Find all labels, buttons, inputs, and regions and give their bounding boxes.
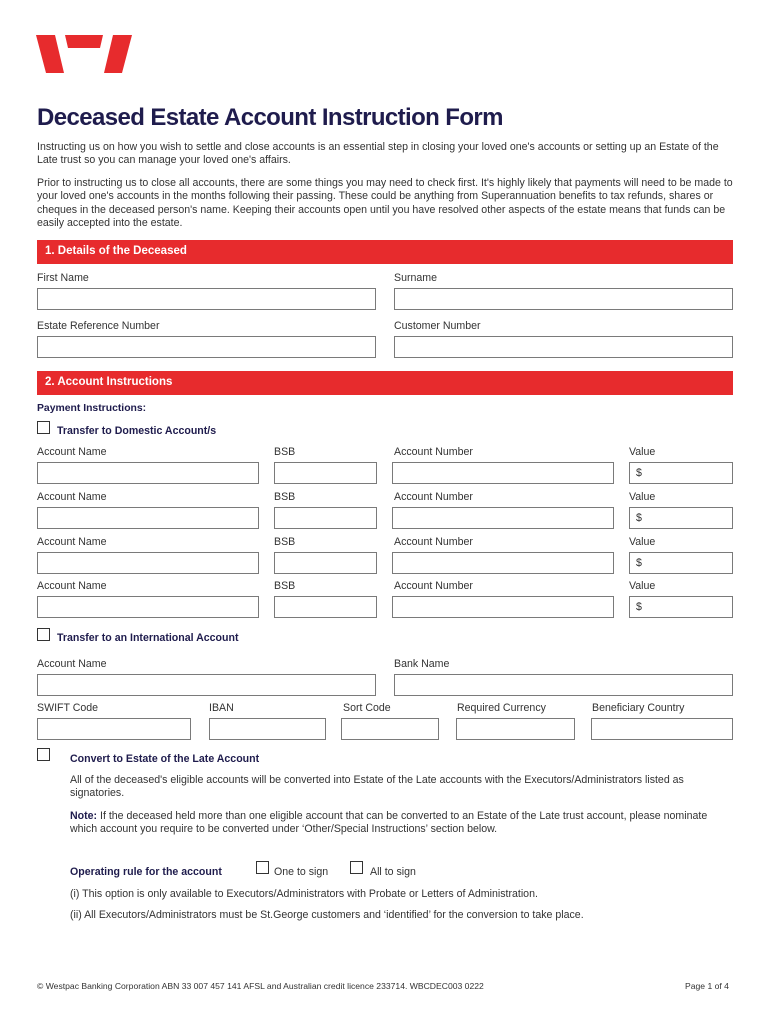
beneficiary-country-field[interactable] <box>591 718 733 740</box>
required-currency-field[interactable] <box>456 718 575 740</box>
account-number-label: Account Number <box>394 491 473 503</box>
value-field[interactable] <box>629 507 733 529</box>
first-name-label: First Name <box>37 272 89 284</box>
currency-symbol: $ <box>636 601 642 613</box>
estate-reference-label: Estate Reference Number <box>37 320 160 332</box>
condition-1: (i) This option is only available to Executors/Administrators with Probate or Letters of Administration. <box>70 888 538 900</box>
bsb-field[interactable] <box>274 596 377 618</box>
account-name-field[interactable] <box>37 552 259 574</box>
surname-field[interactable] <box>394 288 733 310</box>
convert-note <box>70 810 720 837</box>
account-name-label: Account Name <box>37 491 107 503</box>
bsb-field[interactable] <box>274 507 377 529</box>
value-label: Value <box>629 536 656 548</box>
page-title: Deceased Estate Account Instruction Form <box>37 104 503 131</box>
estate-reference-field[interactable] <box>37 336 376 358</box>
section-2-header <box>37 371 733 395</box>
first-name-field[interactable] <box>37 288 376 310</box>
convert-estate-label: Convert to Estate of the Late Account <box>70 753 260 765</box>
account-number-field[interactable] <box>392 552 614 574</box>
iban-field[interactable] <box>209 718 326 740</box>
customer-number-field[interactable] <box>394 336 733 358</box>
swift-code-label: SWIFT Code <box>37 702 99 714</box>
bsb-label: BSB <box>274 491 296 503</box>
currency-symbol: $ <box>636 467 642 479</box>
account-name-label: Account Name <box>37 536 107 548</box>
currency-symbol: $ <box>636 557 642 569</box>
required-currency-label: Required Currency <box>457 702 546 714</box>
value-field[interactable] <box>629 462 733 484</box>
bsb-label: BSB <box>274 580 296 592</box>
surname-label: Surname <box>394 272 437 284</box>
page-number: Page 1 of 4 <box>685 981 729 991</box>
international-transfer-checkbox[interactable] <box>37 628 50 641</box>
account-name-field[interactable] <box>37 596 259 618</box>
bank-name-label: Bank Name <box>394 658 450 670</box>
footer-copyright: © Westpac Banking Corporation ABN 33 007 457 141 AFSL and Australian credit licence 233714. WBCDEC003 0222 <box>37 981 484 991</box>
value-field[interactable] <box>629 596 733 618</box>
value-label: Value <box>629 446 656 458</box>
sort-code-field[interactable] <box>341 718 439 740</box>
note-text: If the deceased held more than one eligible account that can be converted to an Estate of the Late trust account, please nominate which account you require to be converted under ‘Other/Special Instructions’ section below. <box>70 810 708 836</box>
one-to-sign-checkbox[interactable] <box>256 861 269 874</box>
account-number-field[interactable] <box>392 507 614 529</box>
intl-account-name-field[interactable] <box>37 674 376 696</box>
value-label: Value <box>629 491 656 503</box>
account-name-label: Account Name <box>37 580 107 592</box>
section-1-title: 1. Details of the Deceased <box>45 245 187 257</box>
swift-code-field[interactable] <box>37 718 191 740</box>
value-field[interactable] <box>629 552 733 574</box>
account-number-field[interactable] <box>392 462 614 484</box>
intl-account-name-label: Account Name <box>37 658 107 670</box>
bsb-field[interactable] <box>274 462 377 484</box>
bsb-label: BSB <box>274 446 296 458</box>
payment-instructions-label: Payment Instructions: <box>37 403 147 414</box>
account-name-field[interactable] <box>37 462 259 484</box>
sort-code-label: Sort Code <box>343 702 391 714</box>
convert-description: All of the deceased's eligible accounts will be converted into Estate of the Late accounts with the Executors/Administrators listed as signatories. <box>70 774 684 800</box>
account-number-label: Account Number <box>394 536 473 548</box>
intro-paragraph-2: Prior to instructing us to close all accounts, there are some things you may need to check first. It's highly likely that payments will need to be made to your loved one's accounts in the months following their passing. These could be anything from Superannuation benefits to tax refunds, shares or cheques in the deceased person's name. Keeping their accounts open until you have resolved other aspects of the estate means that funds can be easily accepted into the estate. <box>37 177 733 229</box>
customer-number-label: Customer Number <box>394 320 481 332</box>
convert-estate-checkbox[interactable] <box>37 748 50 761</box>
intro-paragraph-1: Instructing us on how you wish to settle and close accounts is an essential step in closing your loved one's accounts or setting up an Estate of the Late trust so you can manage your loved one's affairs. <box>37 141 719 167</box>
westpac-logo-icon <box>36 35 132 73</box>
currency-symbol: $ <box>636 512 642 524</box>
operating-rule-label: Operating rule for the account <box>70 866 222 878</box>
account-name-label: Account Name <box>37 446 107 458</box>
domestic-transfer-checkbox[interactable] <box>37 421 50 434</box>
section-2-title: 2. Account Instructions <box>45 376 173 388</box>
account-number-label: Account Number <box>394 446 473 458</box>
iban-label: IBAN <box>209 702 234 714</box>
value-label: Value <box>629 580 656 592</box>
account-name-field[interactable] <box>37 507 259 529</box>
account-number-label: Account Number <box>394 580 473 592</box>
one-to-sign-label: One to sign <box>274 866 329 878</box>
bsb-label: BSB <box>274 536 296 548</box>
bank-name-field[interactable] <box>394 674 733 696</box>
all-to-sign-label: All to sign <box>370 866 416 878</box>
all-to-sign-checkbox[interactable] <box>350 861 363 874</box>
account-number-field[interactable] <box>392 596 614 618</box>
condition-2: (ii) All Executors/Administrators must be St.George customers and ‘identified’ for the conversion to take place. <box>70 909 584 921</box>
international-transfer-label: Transfer to an International Account <box>57 632 239 644</box>
note-label: Note: <box>70 810 98 822</box>
section-1-header <box>37 240 733 264</box>
bsb-field[interactable] <box>274 552 377 574</box>
domestic-transfer-label: Transfer to Domestic Account/s <box>57 425 217 437</box>
beneficiary-country-label: Beneficiary Country <box>592 702 685 714</box>
